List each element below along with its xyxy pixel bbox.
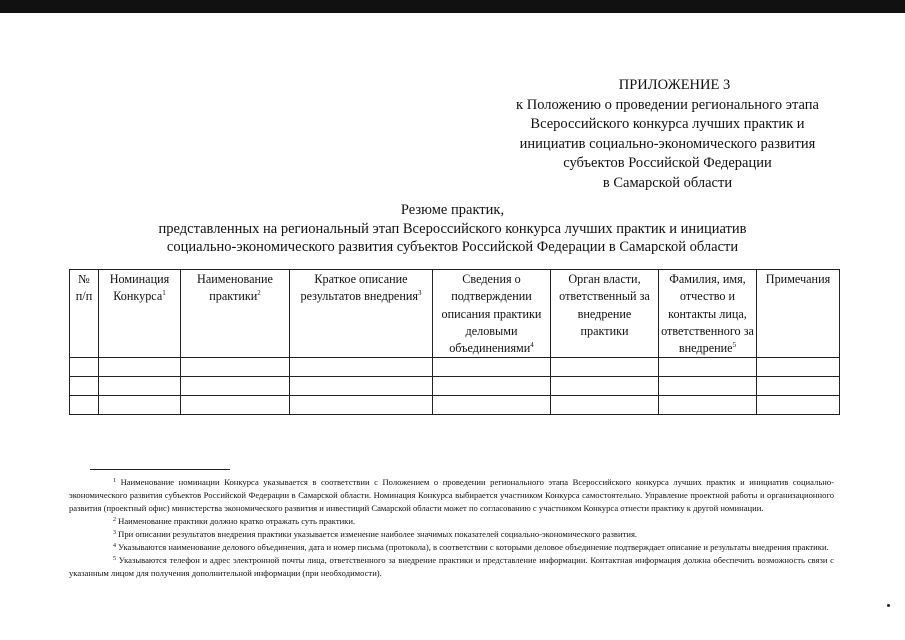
table-cell <box>290 377 433 396</box>
appendix-line: инициатив социально-экономического развития <box>519 135 816 152</box>
practices-table <box>69 269 840 415</box>
table-cell <box>433 396 551 415</box>
appendix-line: в Самарской области <box>602 174 733 191</box>
table-cell <box>659 396 757 415</box>
table-row <box>70 358 840 377</box>
footnote-2: $^2$ Наименование практики должно кратко отражать суть практики. <box>113 516 356 526</box>
table-cell <box>290 396 433 415</box>
table-header-row <box>70 270 840 358</box>
appendix-block <box>495 76 840 193</box>
table-cell <box>99 358 181 377</box>
scan-top-border <box>0 0 905 13</box>
table-cell <box>551 358 659 377</box>
table-cell <box>659 358 757 377</box>
footnote-separator <box>90 469 230 470</box>
table-cell <box>757 396 840 415</box>
table-cell <box>551 396 659 415</box>
appendix-line: субъектов Российской Федерации <box>563 155 772 171</box>
header-confirmation-info: Сведения о подтверждении описания практики деловыми объединениями$^4$ <box>433 270 551 358</box>
title-line-2: представленных на региональный этап Всероссийского конкурса лучших практик и инициатив <box>158 220 747 237</box>
header-nomination: Номинация Конкурса$^1$ <box>99 270 181 358</box>
table-cell <box>433 358 551 377</box>
table-cell <box>181 358 290 377</box>
table-cell <box>181 396 290 415</box>
header-practice-name: Наименование практики$^2$ <box>181 270 290 358</box>
appendix-heading: ПРИЛОЖЕНИЕ 3 <box>618 77 731 93</box>
table-cell <box>70 377 99 396</box>
header-results-description: Краткое описание результатов внедрения$^3$ <box>290 270 433 358</box>
table-row <box>70 396 840 415</box>
title-line-1: Резюме практик, <box>400 202 505 218</box>
appendix-line: к Положению о проведении регионального этапа <box>516 96 819 113</box>
footnote-5: $^5$ Указываются телефон и адрес электронной почты лица, ответственного за внедрение практики и представление информации. Контактная информация должна обеспечить возможность связи с указанным лицом для получения дополнительной информации (при необходимости). <box>69 555 835 578</box>
title-line-3: социально-экономического развития субъектов Российской Федерации в Самарской области <box>166 239 739 255</box>
table-cell <box>181 377 290 396</box>
appendix-line: Всероссийского конкурса лучших практик и <box>530 116 805 132</box>
table-cell <box>757 377 840 396</box>
table-cell <box>551 377 659 396</box>
footnote-4: $^4$ Указываются наименование делового объединения, дата и номер письма (протокола), в соответствии с которыми деловое объединение подтверждает описание и результаты внедрения практики. <box>113 542 829 552</box>
table-cell <box>757 358 840 377</box>
header-number: № п/п <box>70 270 99 358</box>
header-responsible-person: Фамилия, имя, отчество и контакты лица, ответственного за внедрение$^5$ <box>659 270 757 358</box>
table-cell <box>70 396 99 415</box>
table-cell <box>99 377 181 396</box>
header-notes: Примечания <box>757 270 840 358</box>
footnotes <box>69 476 834 580</box>
header-authority: Орган власти, ответственный за внедрение практики <box>551 270 659 358</box>
document-title <box>30 201 875 257</box>
footnote-3: $^3$ При описании результатов внедрения практики указывается изменение наиболее значимых показателей социально-экономического развития. <box>113 529 638 539</box>
table-cell <box>659 377 757 396</box>
table-cell <box>290 358 433 377</box>
footnote-1: $^1$ Наименование номинации Конкурса указывается в соответствии с Положением о проведении регионального этапа Всероссийского конкурса лучших практик и инициатив социально-экономического развития субъектов Российской Федерации в Самарской области. Номинация Конкурса выбирается участником Конкурса самостоятельно. Управление проектной работы и организационного развития (проектный офис) министерства экономического развития и инвестиций Самарской области может по согласованию с участником Конкурса отнести практику к другой номинации. <box>69 477 834 513</box>
table-cell <box>70 358 99 377</box>
scan-speck <box>887 604 890 607</box>
table-row <box>70 377 840 396</box>
table-cell <box>433 377 551 396</box>
table-cell <box>99 396 181 415</box>
